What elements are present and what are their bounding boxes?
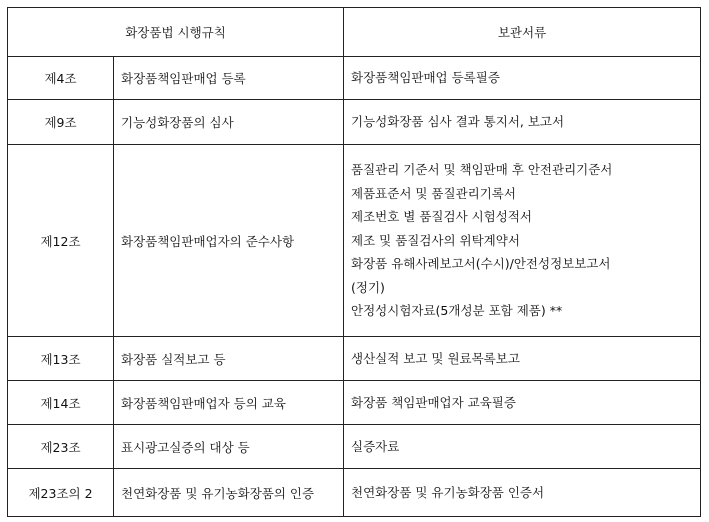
table-row <box>8 57 701 100</box>
doc-line: 실증자료 <box>351 438 400 454</box>
item-cell: 화장품책임판매업자의 준수사항 <box>114 145 344 337</box>
doc-line: 품질관리 기준서 및 책임판매 후 안전관리기준서 <box>351 162 613 178</box>
docs-cell <box>344 337 701 381</box>
docs-cell <box>344 100 701 145</box>
docs-cell <box>344 425 701 469</box>
item-cell: 화장품책임판매업 등록 <box>114 57 344 100</box>
article-cell: 제23조의 2 <box>8 469 114 517</box>
table-row <box>8 381 701 425</box>
item-cell: 화장품책임판매업자 등의 교육 <box>114 381 344 425</box>
item-cell: 천연화장품 및 유기농화장품의 인증 <box>114 469 344 517</box>
table-row <box>8 425 701 469</box>
table-row <box>8 100 701 145</box>
doc-line: 제조 및 품질검사의 위탁계약서 <box>351 232 520 248</box>
doc-line: (정기) <box>351 279 385 295</box>
article-cell: 제9조 <box>8 100 114 145</box>
article-cell: 제13조 <box>8 337 114 381</box>
doc-line: 제품표준서 및 품질관리기록서 <box>351 185 516 201</box>
table-row <box>8 337 701 381</box>
item-cell: 표시광고실증의 대상 등 <box>114 425 344 469</box>
article-cell: 제14조 <box>8 381 114 425</box>
doc-line: 화장품책임판매업 등록필증 <box>351 70 500 86</box>
article-cell: 제12조 <box>8 145 114 337</box>
article-cell: 제4조 <box>8 57 114 100</box>
docs-cell <box>344 145 701 337</box>
header-documents: 보관서류 <box>344 8 701 57</box>
doc-line: 화장품 유해사례보고서(수시)/안전성정보보고서 <box>351 256 611 272</box>
table-row <box>8 469 701 517</box>
header-regulation: 화장품법 시행규칙 <box>8 8 344 57</box>
doc-line: 제조번호 별 품질검사 시험성적서 <box>351 209 532 225</box>
docs-cell <box>344 381 701 425</box>
table-header-row <box>8 8 701 57</box>
doc-line: 천연화장품 및 유기농화장품 인증서 <box>351 484 545 500</box>
doc-line: 생산실적 보고 및 원료목록보고 <box>351 350 520 366</box>
item-cell: 기능성화장품의 심사 <box>114 100 344 145</box>
article-cell: 제23조 <box>8 425 114 469</box>
regulation-documents-table <box>7 7 701 517</box>
doc-line: 기능성화장품 심사 결과 통지서, 보고서 <box>351 114 565 130</box>
table-row <box>8 145 701 337</box>
doc-line: 화장품 책임판매업자 교육필증 <box>351 394 516 410</box>
doc-line: 안정성시험자료(5개성분 포함 제품) ** <box>351 303 563 319</box>
docs-cell <box>344 57 701 100</box>
item-cell: 화장품 실적보고 등 <box>114 337 344 381</box>
docs-cell <box>344 469 701 517</box>
